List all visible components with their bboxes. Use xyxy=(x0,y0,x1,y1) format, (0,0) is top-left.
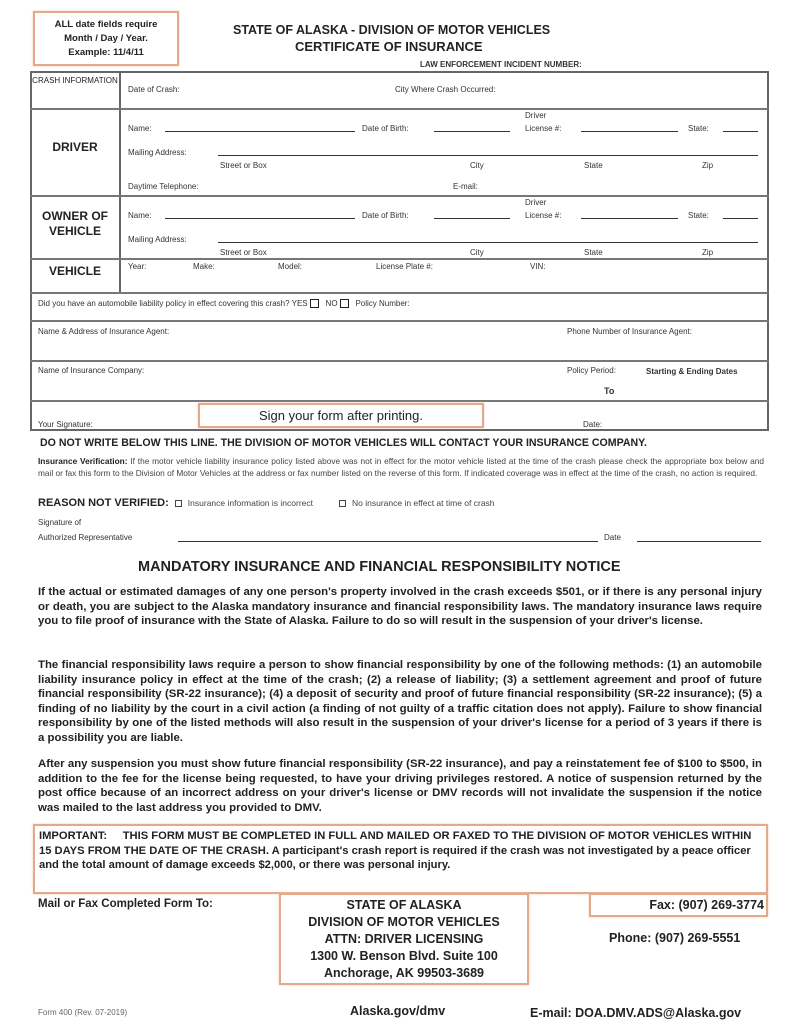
sign-after-printing-note: Sign your form after printing. xyxy=(198,403,484,428)
driver-state-label: State: xyxy=(688,124,709,133)
form-title: CERTIFICATE OF INSURANCE xyxy=(295,39,483,54)
state-caption: State xyxy=(584,248,603,257)
vehicle-model-field[interactable]: Model: xyxy=(278,262,303,271)
driver-mailing-label: Mailing Address: xyxy=(128,148,187,157)
insurance-verification-text xyxy=(38,455,764,479)
policy-number-field[interactable]: Policy Number: xyxy=(355,299,410,308)
city-caption: City xyxy=(470,161,484,170)
crash-section-label: CRASH INFORMATION xyxy=(32,76,118,85)
rep-date-label: Date xyxy=(604,533,621,542)
driver-name-field[interactable] xyxy=(165,131,355,132)
vehicle-vin-field[interactable]: VIN: xyxy=(530,262,546,271)
owner-name-label: Name: xyxy=(128,211,152,220)
mailing-address-box xyxy=(279,893,529,985)
signature-date-field[interactable]: Date: xyxy=(583,420,603,429)
important-text: THIS FORM MUST BE COMPLETED IN FULL AND MAILED OR FAXED TO THE DIVISION OF MOTOR VEHICLES WITHIN 15 DAYS FROM THE DATE OF THE CRASH. A participant's crash report is required if the crash was not investigated by a peace officer and the total amount of damage exceeds $2,000, or there was personal injury. xyxy=(39,830,752,871)
address-line: 1300 W. Benson Blvd. Suite 100 xyxy=(310,949,498,963)
notice-paragraph: The financial responsibility laws require a person to show financial responsibility by one of the following methods: (1) an automobile liability insurance policy in effect at the time of the crash; (2) a release of liability; (3) a settlement agreement and proof of future financial responsibility (SR-22 insurance); (4) a deposit of security and proof of future financial responsibility (SR-22 insurance); (5) a finding of no liability by the court in a civil action (a finding of not guilty of a traffic citation does not apply). Failure to show financial responsibility by one of the listed methods will also result in the suspension of your driver's license for a period of 3 years if there is a possibility you are liable. xyxy=(38,659,762,744)
owner-license-field[interactable] xyxy=(581,218,678,219)
rep-signature-label-2: Authorized Representative xyxy=(38,533,133,542)
important-label: IMPORTANT: xyxy=(39,830,108,842)
email-link[interactable]: E-mail: DOA.DMV.ADS@Alaska.gov xyxy=(530,1006,742,1020)
no-checkbox[interactable] xyxy=(340,299,349,308)
notice-paragraph: After any suspension you must show future financial responsibility (SR-22 insurance), and pay a reinstatement fee of $100 to $500, in addition to the fee for the license being requested, to have your driving privileges restored. A notice of suspension returned by the post office because of an incorrect address on your driver's license or DMV records will not invalidate the suspension if the notice was mailed to the last address you provided to DMV. xyxy=(38,758,762,814)
driver-license-field[interactable] xyxy=(581,131,678,132)
website-link[interactable]: Alaska.gov/dmv xyxy=(350,1004,446,1018)
driver-license-label-top: Driver xyxy=(525,111,547,120)
owner-dob-field[interactable] xyxy=(434,218,510,219)
driver-phone-field[interactable]: Daytime Telephone: xyxy=(128,182,199,191)
yes-checkbox[interactable] xyxy=(310,299,319,308)
zip-caption: Zip xyxy=(702,161,714,170)
crash-date-field[interactable]: Date of Crash: xyxy=(128,85,180,94)
owner-dob-label: Date of Birth: xyxy=(362,211,409,220)
crash-city-field[interactable]: City Where Crash Occurred: xyxy=(395,85,496,94)
agent-name-field[interactable]: Name & Address of Insurance Agent: xyxy=(38,327,170,336)
owner-mailing-field[interactable] xyxy=(218,242,758,243)
incorrect-info-checkbox[interactable] xyxy=(175,500,182,507)
form-number: Form 400 (Rev. 07-2019) xyxy=(38,1008,128,1017)
driver-state-field[interactable] xyxy=(723,131,758,132)
owner-mailing-label: Mailing Address: xyxy=(128,235,187,244)
policy-question-text: Did you have an automobile liability policy in effect covering this crash? YES xyxy=(38,299,308,308)
owner-section-label: OWNER OF VEHICLE xyxy=(42,209,108,238)
vehicle-year-field[interactable]: Year: xyxy=(128,262,147,271)
important-box xyxy=(33,824,768,894)
driver-section-label: DRIVER xyxy=(52,140,98,154)
policy-question xyxy=(38,299,410,308)
insurance-company-field[interactable]: Name of Insurance Company: xyxy=(38,366,145,375)
no-label: NO xyxy=(325,299,338,308)
driver-license-label: License #: xyxy=(525,124,562,133)
vehicle-plate-field[interactable]: License Plate #: xyxy=(376,262,433,271)
policy-dates-field[interactable]: Starting & Ending Dates xyxy=(646,367,738,376)
policy-to-label: To xyxy=(604,386,615,396)
notice-title: MANDATORY INSURANCE AND FINANCIAL RESPONSIBILITY NOTICE xyxy=(138,559,621,575)
reason-not-verified xyxy=(38,497,495,509)
vehicle-section-label: VEHICLE xyxy=(48,264,101,278)
state-caption: State xyxy=(584,161,603,170)
zip-caption: Zip xyxy=(702,248,714,257)
agent-phone-field[interactable]: Phone Number of Insurance Agent: xyxy=(567,327,692,336)
address-line: ATTN: DRIVER LICENSING xyxy=(324,932,484,946)
owner-state-label: State: xyxy=(688,211,709,220)
date-format-note: ALL date fields require Month / Day / Year. Example: 11/4/11 xyxy=(33,11,179,66)
driver-dob-label: Date of Birth: xyxy=(362,124,409,133)
do-not-write-warning: DO NOT WRITE BELOW THIS LINE. THE DIVISION OF MOTOR VEHICLES WILL CONTACT YOUR INSURANCE COMPANY. xyxy=(40,437,647,449)
owner-state-field[interactable] xyxy=(723,218,758,219)
owner-license-label-top: Driver xyxy=(525,198,547,207)
street-caption: Street or Box xyxy=(220,161,267,170)
mail-to-label: Mail or Fax Completed Form To: xyxy=(38,898,213,910)
address-line: DIVISION OF MOTOR VEHICLES xyxy=(308,915,500,929)
verification-body: If the motor vehicle liability insurance policy listed above was not in effect for the motor vehicle listed at the time of the crash please check the appropriate box below and mail or fax this form to the Division of Motor Vehicles at the address or fax number listed on the reverse of this form. If indicated coverage was in effect at the time of the crash, no action is required. xyxy=(38,456,764,478)
incorrect-info-label: Insurance information is incorrect xyxy=(187,498,313,508)
incident-number-label: LAW ENFORCEMENT INCIDENT NUMBER: xyxy=(420,60,582,69)
rep-signature-label: Signature of xyxy=(38,518,82,527)
notice-paragraph: If the actual or estimated damages of any one person's property involved in the crash exceeds $501, or if there is any personal injury or death, you are subject to the Alaska mandatory insurance and financial responsibility laws. The mandatory insurance laws require you to file proof of insurance with the State of Alaska. Failure to do so will result in the suspension of your driver's license. xyxy=(38,586,762,628)
policy-period-label: Policy Period: xyxy=(567,366,616,375)
signature-label: Your Signature: xyxy=(38,420,93,429)
owner-name-field[interactable] xyxy=(165,218,355,219)
vehicle-make-field[interactable]: Make: xyxy=(193,262,215,271)
reason-label: REASON NOT VERIFIED: xyxy=(38,497,169,509)
address-line: Anchorage, AK 99503-3689 xyxy=(323,966,485,980)
driver-dob-field[interactable] xyxy=(434,131,510,132)
city-caption: City xyxy=(470,248,484,257)
street-caption: Street or Box xyxy=(220,248,267,257)
rep-date-field[interactable] xyxy=(637,541,761,542)
rep-signature-field[interactable] xyxy=(178,541,598,542)
no-insurance-checkbox[interactable] xyxy=(339,500,346,507)
driver-mailing-field[interactable] xyxy=(218,155,758,156)
driver-name-label: Name: xyxy=(128,124,152,133)
owner-license-label: License #: xyxy=(525,211,562,220)
driver-email-field[interactable]: E-mail: xyxy=(453,182,478,191)
fax-number: Fax: (907) 269-3774 xyxy=(589,893,768,917)
no-insurance-label: No insurance in effect at time of crash xyxy=(352,498,495,508)
address-line: STATE OF ALASKA xyxy=(346,898,462,912)
verification-label: Insurance Verification: xyxy=(38,456,128,466)
phone-number: Phone: (907) 269-5551 xyxy=(609,931,741,945)
form-agency-title: STATE OF ALASKA - DIVISION OF MOTOR VEHICLES xyxy=(233,23,551,37)
